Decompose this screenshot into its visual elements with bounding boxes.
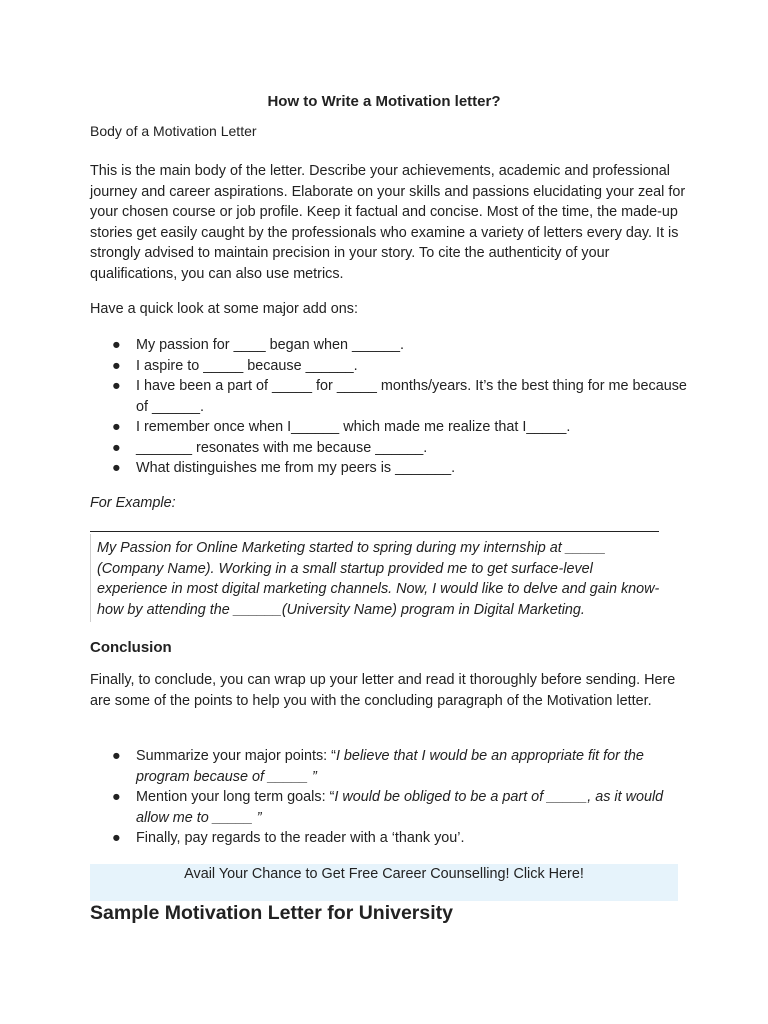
bullet-icon: ●	[112, 830, 121, 846]
list-item-text: I remember once when I______ which made me realize that I_____.	[136, 419, 571, 435]
list-item-quote: I believe that I would be an appropriate fit for the program because of _____ ”	[136, 748, 644, 785]
list-item-text: My passion for ____ began when ______.	[136, 337, 405, 353]
example-label: For Example:	[90, 495, 176, 511]
page-title: How to Write a Motivation letter?	[267, 93, 501, 110]
list-item-lead: Finally, pay regards to the reader with a ‘thank you’.	[136, 830, 465, 846]
bullet-icon: ●	[112, 439, 121, 456]
list-item	[90, 356, 690, 377]
list-item	[90, 787, 690, 828]
bullet-icon: ●	[112, 419, 121, 435]
addons-intro: Have a quick look at some major add ons:	[90, 301, 358, 317]
list-item-text: _______ resonates with me because ______.	[136, 439, 428, 456]
list-item	[90, 828, 690, 849]
sample-heading: Sample Motivation Letter for University	[90, 902, 453, 924]
conclusion-paragraph: Finally, to conclude, you can wrap up your letter and read it thoroughly before sending. Here are some of the points to help you with the concluding paragraph of the Motivation letter.	[90, 672, 676, 709]
section-subtitle: Body of a Motivation Letter	[90, 123, 257, 139]
list-item-quote: I would be obliged to be a part of _____, as it would allow me to _____ ”	[136, 789, 664, 826]
career-counselling-link[interactable]	[90, 864, 678, 901]
list-item-text: What distinguishes me from my peers is _______.	[136, 460, 456, 476]
bullet-icon: ●	[112, 789, 121, 805]
list-item	[90, 376, 690, 417]
list-item-text: I have been a part of _____ for _____ months/years. It’s the best thing for me because of ______.	[136, 378, 687, 415]
list-item	[90, 458, 690, 479]
bullet-icon: ●	[112, 357, 121, 374]
list-item	[90, 438, 690, 459]
list-item-lead: Summarize your major points: “	[136, 748, 336, 764]
example-divider	[90, 531, 659, 532]
bullet-icon: ●	[112, 460, 121, 476]
bullet-icon: ●	[112, 337, 121, 353]
conclusion-heading: Conclusion	[90, 639, 172, 656]
example-text: My Passion for Online Marketing started to spring during my internship at _____ (Company Name). Working in a small startup provided me to get surface-level experience in most digital marketing channels. Now, I would like to delve and gain know-how by attending the ______(University Name) program in Digital Marketing.	[97, 540, 660, 618]
conclusion-list	[90, 746, 690, 849]
addons-list	[90, 335, 690, 479]
bullet-icon: ●	[112, 748, 121, 764]
list-item	[90, 335, 690, 356]
list-item	[90, 417, 690, 438]
list-item-text: I aspire to _____ because ______.	[136, 357, 358, 374]
intro-paragraph: This is the main body of the letter. Describe your achievements, academic and professional journey and career aspirations. Elaborate on your skills and passions elucidating your zeal for your chosen course or job profile. Keep it factual and concise. Most of the time, the made-up stories get easily caught by the professionals who examine a variety of letters every day. It is strongly advised to maintain precision in your story. To cite the authenticity of your qualifications, you can also use metrics.	[90, 163, 686, 282]
cta-text: Avail Your Chance to Get Free Career Counselling! Click Here!	[184, 866, 584, 882]
list-item-lead: Mention your long term goals: “	[136, 789, 335, 805]
bullet-icon: ●	[112, 378, 121, 394]
list-item	[90, 746, 690, 787]
